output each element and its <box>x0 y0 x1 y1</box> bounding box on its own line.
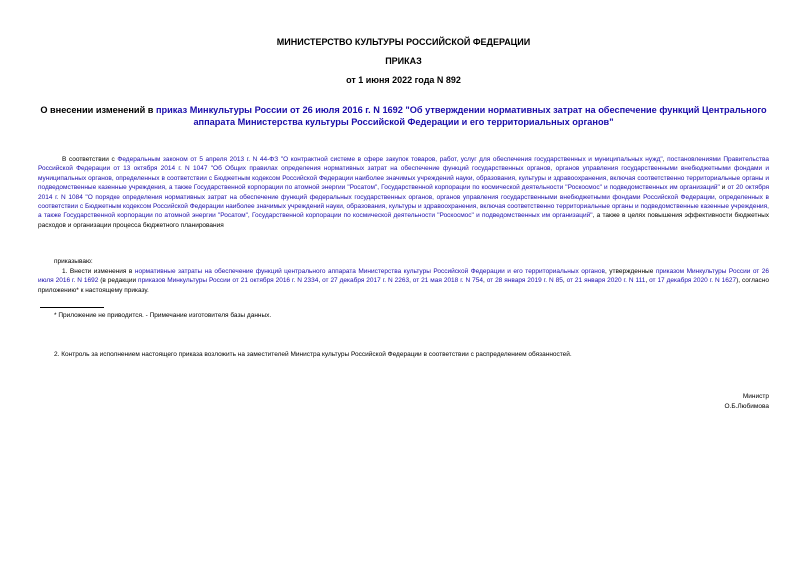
order-word: приказываю: <box>54 258 93 265</box>
document-type: ПРИКАЗ <box>385 56 422 66</box>
order-111-link[interactable]: от 21 января 2020 г. N 111 <box>566 277 646 285</box>
order-2334-link[interactable]: приказов Минкультуры России от 21 октября 2016 г. N 2334 <box>138 277 319 285</box>
order-item-1 <box>38 267 769 295</box>
preamble-paragraph <box>38 155 769 230</box>
item1-text: , <box>562 277 567 285</box>
signature-title: Министр <box>742 393 769 400</box>
government-resolution-1084-link[interactable]: от 20 октября 2014 г. N 1084 "О порядке определения нормативных затрат на обеспечение функций федеральных государственных органов, органов управления государственными внебюджетными фондами Российской Федерации, определенных в соответствии с Бюджетным кодексом Российской Федерации наиболее значимых учреждений науки, образования, культуры и здравоохранения, включая соответственно территориальные органы и подведомственные казенные учреждения, а также Государственной корпорации по атомной энергии "Росатом", Государственной корпорации по космической деятельности "Роскосмос" и подведомственных им организаций" <box>38 184 770 220</box>
order-754-link[interactable]: от 21 мая 2018 г. N 754 <box>412 277 483 285</box>
item1-text: 1. Внести изменения в <box>62 268 135 275</box>
item1-text: , утвержденные <box>604 268 656 275</box>
item1-text: (в редакции <box>98 277 139 285</box>
footnote: * Приложение не приводится. - Примечание изготовителя базы данных. <box>54 312 272 319</box>
government-resolution-1047-link[interactable]: постановлениями Правительства Российской Федерации от 13 октября 2014 г. N 1047 "Об Общих правилах определения нормативных затрат на обеспечение функций государственных органов, органов управления государственными внебюджетными фондами и муниципальных органов, определенных в соответствии с Бюджетным кодексом Российской Федерации наиболее значимых учреждений науки, образования, культуры и здравоохранения, включая соответственно территориальные органы и подведомственные казенные учреждения, а также Государственной корпорации по атомной энергии "Росатом", Государственной корпорации по космической деятельности "Роскосмос" и подведомственных им организаций" <box>38 156 770 192</box>
document-subject <box>40 104 767 128</box>
signature-name: О.Б.Любимова <box>724 403 769 410</box>
order-1692-link[interactable]: приказом Минкультуры России от 26 июля 2016 г. N 1692 <box>38 268 769 285</box>
item1-text: , <box>645 277 650 285</box>
preamble-text: и <box>719 184 728 192</box>
normative-costs-link[interactable]: нормативные затраты на обеспечение функций центрального аппарата Министерства культуры Российской Федерации и его территориальных органов <box>134 268 605 275</box>
item1-text: , <box>318 277 323 285</box>
subject-order-link[interactable]: приказ Минкультуры России от 26 июля 2016 г. N 1692 "Об утверждении нормативных затрат на обеспечение функций Центрального аппарата Министерства культуры Российской Федерации и его территориальных органов" <box>155 105 767 127</box>
preamble-text: , а также в целях повышения эффективности бюджетных расходов и организации процесса бюджетного планирования <box>38 212 770 229</box>
item1-text: , <box>409 277 413 285</box>
order-1627-link[interactable]: от 17 декабря 2020 г. N 1627 <box>649 277 737 285</box>
footnote-divider <box>40 307 104 308</box>
document-date: от 1 июня 2022 года N 892 <box>346 75 461 85</box>
subject-text: О внесении изменений в <box>40 105 156 115</box>
order-2263-link[interactable]: от 27 декабря 2017 г. N 2263 <box>322 277 410 285</box>
item1-text: , <box>482 277 487 285</box>
federal-law-link[interactable]: Федеральным законом от 5 апреля 2013 г. N 44-ФЗ "О контрактной системе в сфере закупок товаров, работ, услуг для обеспечения государственных и муниципальных нужд" <box>117 156 663 163</box>
item1-text: ), согласно приложению* к настоящему приказу. <box>38 277 769 294</box>
order-85-link[interactable]: от 28 января 2019 г. N 85 <box>486 277 563 285</box>
order-item-2: 2. Контроль за исполнением настоящего приказа возложить на заместителей Министра культуры Российской Федерации в соответствии с распределением обязанностей. <box>54 351 572 358</box>
preamble-text: , <box>662 156 668 163</box>
preamble-text: В соответствии с <box>62 156 118 163</box>
ministry-heading: МИНИСТЕРСТВО КУЛЬТУРЫ РОССИЙСКОЙ ФЕДЕРАЦИИ <box>276 37 531 47</box>
